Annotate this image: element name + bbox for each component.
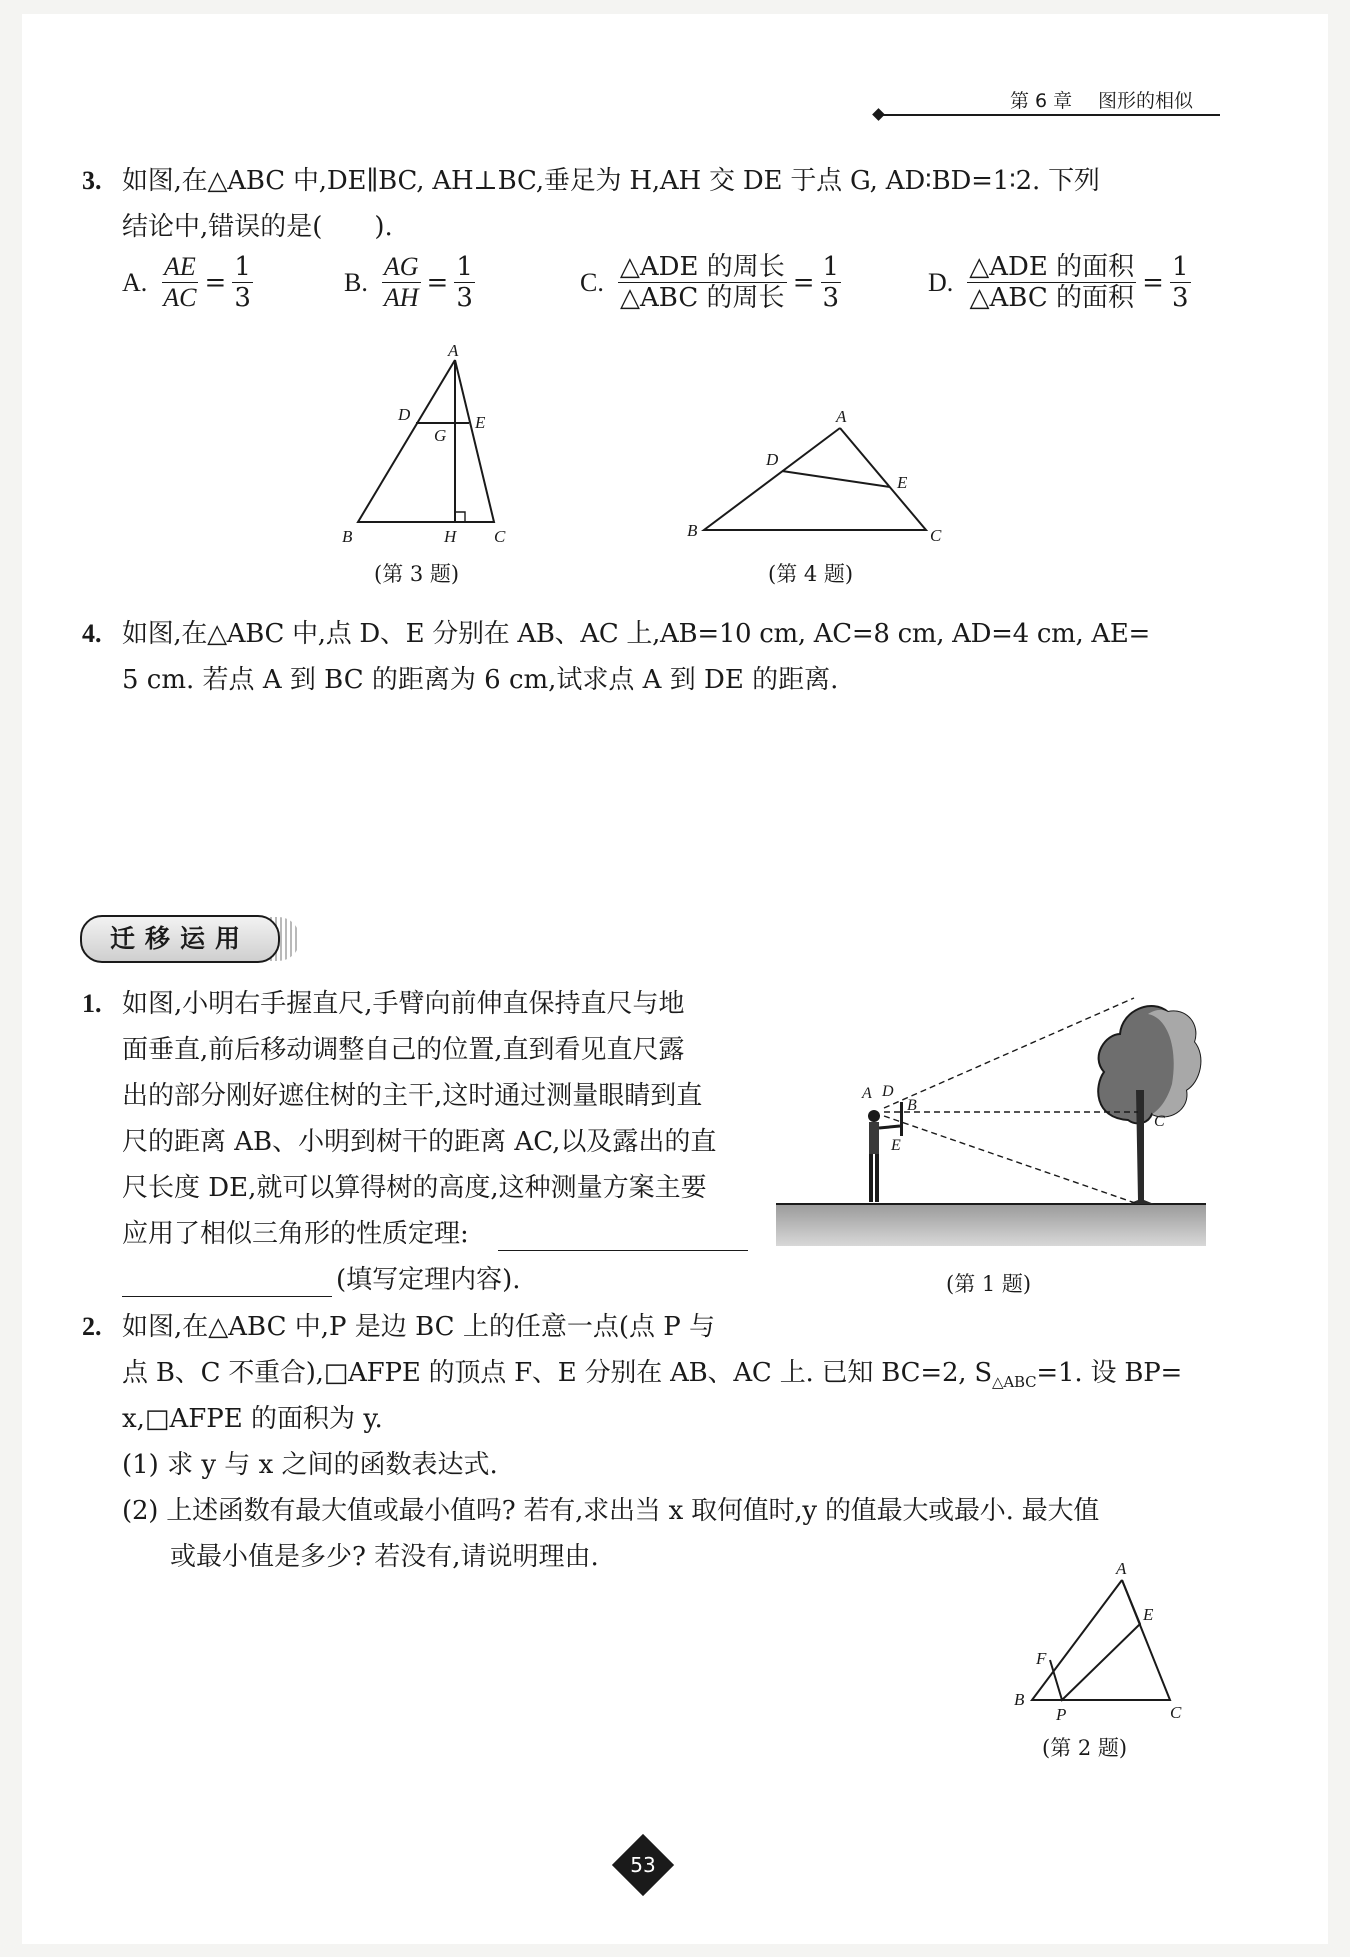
q3-option-b[interactable]: B. $\frac{AG}{AH}$ = $\frac{1}{3}$ [344,252,473,313]
q4-triangle [704,428,926,530]
p1-answer-blank-1[interactable] [498,1218,748,1251]
option-d-label: D. [928,267,954,297]
person [868,1110,900,1202]
p2-label-f: F [1036,1649,1047,1668]
q4-de-segment [782,471,890,487]
p2-line3: x,□AFPE 的面积为 y. [122,1404,383,1434]
option-d-num: △ADE 的面积 [969,252,1135,282]
p1-line-3: 出的部分刚好遮住树的主干,这时通过测量眼睛到直 [122,1081,703,1111]
q4-line2: 5 cm. 若点 A 到 BC 的距离为 6 cm,试求点 A 到 DE 的距离. [122,665,839,695]
p2-line2-subscript: △ABC [992,1373,1037,1392]
p2-label-a: A [1116,1560,1127,1578]
q4-line1: 如图,在△ABC 中,点 D、E 分别在 AB、AC 上,AB=10 cm, AC=8 cm, AD=4 cm, AE= [122,619,1151,649]
p2-number-text: 2. [82,1312,102,1341]
q3-label-a: A [448,341,459,360]
option-b-rhs-num: 1 [456,252,473,282]
option-b-rhs-den: 3 [456,283,473,313]
p2-parallelogram [1050,1580,1140,1700]
p1-line-last: (填写定理内容). [336,1265,521,1295]
p1-figure [776,990,1206,1252]
p1-label-a: A [862,1085,872,1102]
option-b-num: AG [383,252,419,281]
option-d-rhs-den: 3 [1171,283,1189,313]
section-title: 迁移运用 [80,915,280,963]
p1-caption: (第 1 题) [946,1272,1032,1296]
q4-label-a: A [836,407,847,426]
q3-label-b: B [342,527,353,546]
option-c-rhs-den: 3 [822,283,840,313]
q3-number-text: 3. [82,166,102,195]
page-header [870,86,1220,126]
p1-line-6: 应用了相似三角形的性质定理: [122,1219,469,1249]
q4-number [82,611,102,657]
p1-number-text: 1. [82,989,102,1018]
p1-line-5: 尺长度 DE,就可以算得树的高度,这种测量方案主要 [122,1173,707,1203]
option-b-den: AH [383,283,419,312]
q4-figure [680,400,960,550]
p2-label-c: C [1170,1703,1182,1722]
header-chapter: 第 6 章 [1010,90,1073,112]
p2-label-b: B [1014,1690,1025,1709]
option-a-label: A. [122,267,148,297]
option-c-num: △ADE 的周长 [619,252,785,282]
q3-label-c: C [494,527,506,546]
q3-figure [330,340,530,550]
p2-line2-part2: =1. 设 BP= [1036,1358,1183,1388]
p2-figure [1000,1560,1220,1730]
option-a-den: AC [163,283,197,312]
option-a-rhs-num: 1 [234,252,251,282]
q3-option-d[interactable]: D. $\frac{\text{△ADE 的面积}}{\text{△ABC 的面积}}$ = $\frac{1}{3}$ [928,252,1189,313]
header-title: 图形的相似 [1098,90,1194,112]
p1-label-c: C [1154,1113,1165,1130]
q3-label-g: G [434,426,447,445]
q3-line2: 结论中,错误的是( ). [122,212,393,242]
q3-label-h: H [444,527,457,546]
q4-label-d: D [766,450,779,469]
q3-option-c[interactable]: C. $\frac{\text{△ADE 的周长}}{\text{△ABC 的周长}}$ = $\frac{1}{3}$ [580,252,840,313]
p2-label-p: P [1056,1705,1067,1724]
header-rule [880,114,1220,116]
p1-line-4: 尺的距离 AB、小明到树干的距离 AC,以及露出的直 [122,1127,717,1157]
ground [776,1204,1206,1246]
p1-answer-blank-2[interactable] [122,1264,332,1297]
p1-line-1: 如图,小明右手握直尺,手臂向前伸直保持直尺与地 [122,989,685,1019]
option-c-rhs-num: 1 [822,252,840,282]
q3-caption: (第 3 题) [374,562,460,586]
p2-number [82,1304,102,1350]
p1-label-b: B [907,1097,917,1114]
option-d-rhs-num: 1 [1171,252,1189,282]
page-number: 53 [630,1853,656,1877]
section-banner [80,915,300,963]
q3-label-e: E [475,413,486,432]
p2-sub2-line2: 或最小值是多少? 若没有,请说明理由. [170,1542,599,1572]
q3-label-d: D [398,405,411,424]
q4-label-c: C [930,526,942,545]
p2-sub1: (1) 求 y 与 x 之间的函数表达式. [122,1450,498,1480]
ruler [900,1102,903,1136]
sight-line-bottom [884,1116,1138,1204]
q4-caption: (第 4 题) [768,562,854,586]
p2-label-e: E [1143,1605,1154,1624]
p2-triangle [1032,1580,1170,1700]
option-c-den: △ABC 的周长 [620,283,785,313]
option-c-label: C. [580,267,604,297]
q4-number-text: 4. [82,619,102,648]
option-b-label: B. [344,267,368,297]
p1-line-2: 面垂直,前后移动调整自己的位置,直到看见直尺露 [122,1035,685,1065]
q4-label-e: E [897,473,908,492]
q3-right-angle-mark [455,512,465,522]
sight-line-top [884,998,1134,1108]
option-d-den: △ABC 的面积 [969,283,1134,313]
option-a-num: AE [164,252,196,281]
p2-caption: (第 2 题) [1042,1736,1128,1760]
q3-number [82,158,102,204]
p1-label-e: E [891,1137,901,1154]
p2-sub2-line1: (2) 上述函数有最大值或最小值吗? 若有,求出当 x 取何值时,y 的值最大或最小. 最大值 [122,1496,1100,1526]
q3-line1: 如图,在△ABC 中,DE∥BC, AH⊥BC,垂足为 H,AH 交 DE 于点 G, AD∶BD=1∶2. 下列 [122,166,1100,196]
p1-label-d: D [882,1083,894,1100]
p1-number [82,981,102,1027]
p2-line2-part1: 点 B、C 不重合),□AFPE 的顶点 F、E 分别在 AB、AC 上. 已知 BC=2, S [122,1358,993,1388]
q4-label-b: B [687,521,698,540]
q3-triangle [358,360,494,522]
option-a-rhs-den: 3 [234,283,251,313]
q3-option-a[interactable]: A. $\frac{AE}{AC}$ = $\frac{1}{3}$ [122,252,251,313]
p2-line1: 如图,在△ABC 中,P 是边 BC 上的任意一点(点 P 与 [122,1312,715,1342]
